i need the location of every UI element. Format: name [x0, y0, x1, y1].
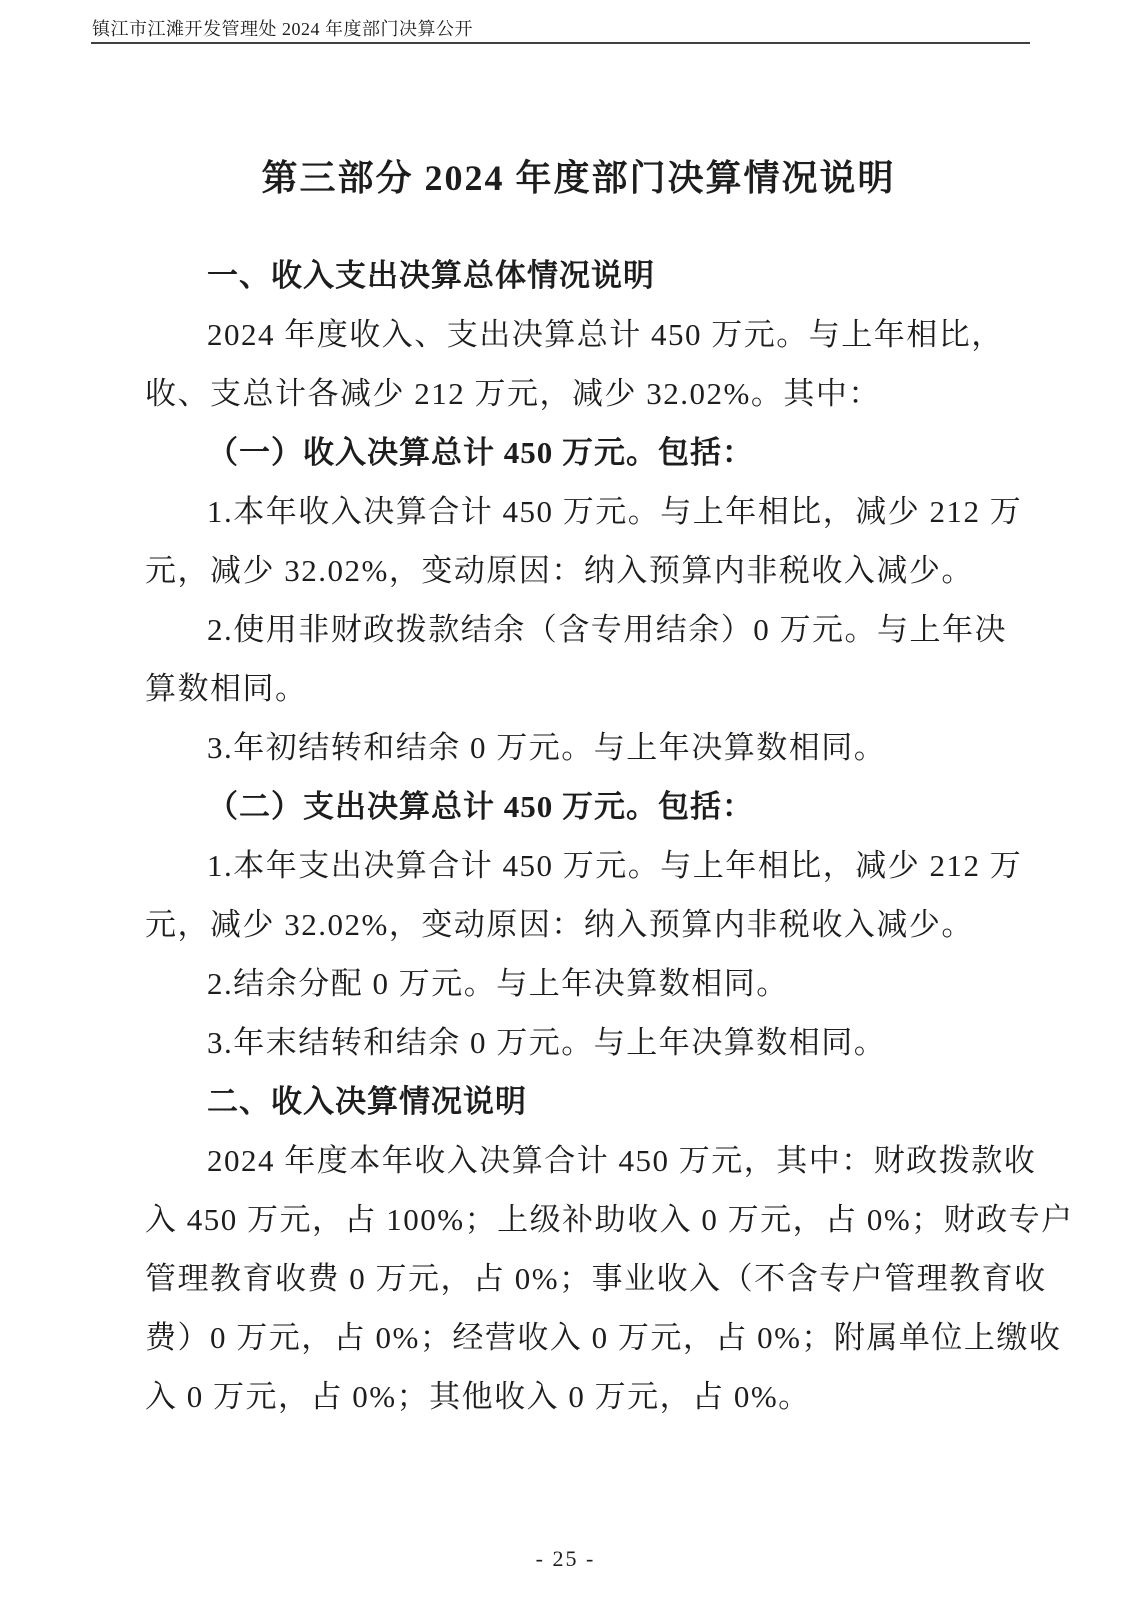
paragraph: [145, 836, 1023, 954]
paragraph: [145, 1013, 1007, 1072]
running-header: 镇江市江滩开发管理处 2024 年度部门决算公开: [92, 19, 473, 39]
text-line: 管理教育收费 0 万元，占 0%；事业收入（不含专户管理教育收: [145, 1261, 1047, 1296]
text-line: 2024 年度本年收入决算合计 450 万元，其中：财政拨款收: [207, 1143, 1037, 1178]
text-line: 3.年末结转和结余 0 万元。与上年决算数相同。: [207, 1025, 887, 1060]
text-line: 1.本年收入决算合计 450 万元。与上年相比，减少 212 万: [207, 494, 1023, 529]
text-line: 费）0 万元，占 0%；经营收入 0 万元，占 0%；附属单位上缴收: [145, 1320, 1062, 1355]
text-line: 元，减少 32.02%，变动原因：纳入预算内非税收入减少。: [145, 553, 974, 588]
text-line: 2.使用非财政拨款结余（含专用结余）0 万元。与上年决: [207, 612, 1007, 647]
text-line: （一）收入决算总计 450 万元。包括：: [207, 435, 754, 470]
header-rule-divider: [91, 42, 1030, 44]
text-line: 1.本年支出决算合计 450 万元。与上年相比，减少 212 万: [207, 848, 1023, 883]
page-number: - 25 -: [535, 1546, 596, 1571]
section-heading: [145, 246, 1007, 305]
paragraph: [145, 482, 1023, 600]
text-line: 收、支总计各减少 212 万元，减少 32.02%。其中：: [145, 376, 881, 411]
section-heading: [145, 423, 1007, 482]
document-body: [145, 246, 1074, 1426]
paragraph: [145, 600, 1007, 718]
text-line: 入 450 万元，占 100%；上级补助收入 0 万元，占 0%；财政专户: [145, 1202, 1074, 1237]
text-line: 算数相同。: [145, 671, 308, 706]
paragraph: [145, 1131, 1074, 1426]
text-line: 元，减少 32.02%，变动原因：纳入预算内非税收入减少。: [145, 907, 974, 942]
paragraph: [145, 718, 1007, 777]
paragraph: [145, 305, 1007, 423]
text-line: 2024 年度收入、支出决算总计 450 万元。与上年相比，: [207, 317, 1004, 352]
text-line: 2.结余分配 0 万元。与上年决算数相同。: [207, 966, 789, 1001]
section-heading: [145, 777, 1007, 836]
text-line: 二、收入决算情况说明: [207, 1084, 527, 1119]
section-heading: [145, 1072, 1007, 1131]
page-title: 第三部分 2024 年度部门决算情况说明: [261, 158, 896, 198]
text-line: （二）支出决算总计 450 万元。包括：: [207, 789, 754, 824]
paragraph: [145, 954, 1007, 1013]
text-line: 3.年初结转和结余 0 万元。与上年决算数相同。: [207, 730, 887, 765]
text-line: 一、收入支出决算总体情况说明: [207, 258, 655, 293]
text-line: 入 0 万元，占 0%；其他收入 0 万元，占 0%。: [145, 1379, 811, 1414]
